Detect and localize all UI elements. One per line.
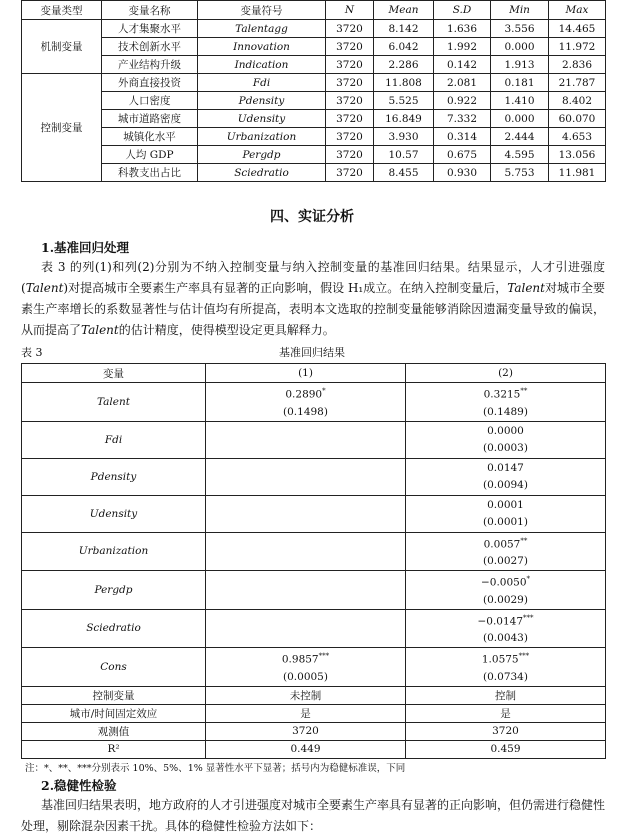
standard-error: (0.0001) (483, 515, 528, 528)
table1-row (22, 110, 606, 128)
table3-row (22, 383, 606, 422)
paragraph-text: 对城市全要素生产率增长的系数显著性与估计值均有所提高，表明本文选取的控制变量能够消除因遗漏变量导致的偏误，从而提高了 (21, 281, 605, 337)
table1-cell: 人才集聚水平 (102, 20, 198, 38)
table1-cell: 2.286 (374, 56, 434, 74)
coefficient: 1.0575*** (481, 652, 530, 666)
table3-coef-cell (206, 609, 406, 648)
table3-var-name: Pergdp (22, 571, 206, 610)
table1-cell: 0.922 (434, 92, 491, 110)
table3-row (22, 532, 606, 571)
table3-cell: 城市/时间固定效应 (22, 704, 206, 722)
table3-var-name: Udensity (22, 495, 206, 532)
significance-stars: *** (523, 613, 534, 622)
table1-cell: 4.653 (549, 128, 606, 146)
table3-cell: 观测值 (22, 722, 206, 740)
table1-header-cell: N (326, 1, 374, 20)
table1-cell: 0.000 (491, 38, 549, 56)
table3-var-name: Cons (22, 648, 206, 687)
table3-cell: 是 (406, 704, 606, 722)
table1-cell: 0.314 (434, 128, 491, 146)
table1-cell: 外商直接投资 (102, 74, 198, 92)
table3-coef-cell (406, 383, 606, 422)
table1-header-cell: 变量类型 (22, 1, 102, 20)
standard-error: (0.0734) (483, 670, 528, 683)
table3-cell: 0.449 (206, 740, 406, 758)
table1-cell: 21.787 (549, 74, 606, 92)
table1-cell: 11.981 (549, 164, 606, 182)
table1-cell: 16.849 (374, 110, 434, 128)
table3-cell: 3720 (206, 722, 406, 740)
table3-coef-cell (406, 421, 606, 458)
variable-name: Talent (81, 323, 119, 337)
coefficient: 0.0000 (487, 424, 524, 437)
table1-cell: 5.753 (491, 164, 549, 182)
table1-cell: 1.410 (491, 92, 549, 110)
table1-cell: 2.836 (549, 56, 606, 74)
table3-var-name: Urbanization (22, 532, 206, 571)
table3-coef-cell (406, 609, 606, 648)
table1-cell: 14.465 (549, 20, 606, 38)
table1-cell: 3720 (326, 92, 374, 110)
table3-cell: R² (22, 740, 206, 758)
table1-cell: 城镇化水平 (102, 128, 198, 146)
coefficient: 0.3215** (483, 387, 528, 401)
significance-stars: * (322, 387, 326, 395)
table1-cell: 1.992 (434, 38, 491, 56)
standard-error: (0.0027) (483, 555, 528, 567)
table-note: 注：*、**、***分别表示 10%、5%、1% 显著性水平下显著；括号内为稳健标准误，下同 (25, 763, 406, 774)
table1-row (22, 164, 606, 182)
table1-cell: 技术创新水平 (102, 38, 198, 56)
table3-coef-cell (206, 383, 406, 422)
table3-cell: 控制 (406, 686, 606, 704)
table1-cell: 3.556 (491, 20, 549, 38)
table1-cell: Talentagg (198, 20, 326, 38)
table1-group-cell: 控制变量 (22, 74, 102, 182)
table1-header-cell: 变量符号 (198, 1, 326, 20)
table3-coef-cell (406, 571, 606, 610)
standard-error: (0.1489) (483, 405, 528, 418)
paragraph-robustness: 基准回归结果表明，地方政府的人才引进强度对城市全要素生产率具有显著的正向影响，但仍需进行稳健性处理，剔除混杂因素干扰。具体的稳健性检验方法如下： (21, 798, 606, 833)
table1-row (22, 56, 606, 74)
table1-cell: 2.444 (491, 128, 549, 146)
table1-cell: 3720 (326, 38, 374, 56)
table1-cell: 3720 (326, 110, 374, 128)
table3-row (22, 571, 606, 610)
coefficient: −0.0147*** (477, 613, 534, 627)
table1-row (22, 146, 606, 164)
table3-title: 基准回归结果 (279, 346, 345, 359)
variable-name: Talent (507, 281, 545, 295)
table3-coef-cell (206, 458, 406, 495)
table1-cell: 8.402 (549, 92, 606, 110)
table1-header-cell: Max (549, 1, 606, 20)
table3-row (22, 495, 606, 532)
table1-header-cell: Mean (374, 1, 434, 20)
table1-cell: 3720 (326, 20, 374, 38)
table1-cell: Udensity (198, 110, 326, 128)
table3-coef-cell (206, 495, 406, 532)
table1-cell: Fdi (198, 74, 326, 92)
table1-cell: 产业结构升级 (102, 56, 198, 74)
table1-row (22, 92, 606, 110)
table1-cell: 0.142 (434, 56, 491, 74)
table1-cell: 6.042 (374, 38, 434, 56)
standard-error: (0.0043) (483, 632, 528, 644)
table1-cell: 13.056 (549, 146, 606, 164)
table3-coef-cell (206, 571, 406, 610)
variable-name: Talent (25, 281, 64, 295)
table1-cell: 4.595 (491, 146, 549, 164)
paragraph-baseline (21, 257, 605, 341)
paragraph-text: 的估计精度，使得模型设定更具解释力。 (118, 323, 335, 337)
significance-stars: *** (318, 652, 330, 660)
table3-header-cell: (1) (206, 364, 406, 383)
table3-cell: 0.459 (406, 740, 606, 758)
table3-var-name: Fdi (22, 421, 206, 458)
table1-cell: 5.525 (374, 92, 434, 110)
table3-coef-cell (206, 648, 406, 687)
table1-cell: 1.913 (491, 56, 549, 74)
table3-footer-row (22, 722, 606, 740)
table3-var-name: Talent (22, 383, 206, 422)
table1-cell: 3.930 (374, 128, 434, 146)
table1-group-cell: 机制变量 (22, 20, 102, 74)
table1-cell: 人口密度 (102, 92, 198, 110)
table1-cell: 0.675 (434, 146, 491, 164)
subsection-title-robustness: 2.稳健性检验 (41, 778, 117, 793)
table1-cell: Indication (198, 56, 326, 74)
table1-row (22, 74, 606, 92)
table1-cell: 11.972 (549, 38, 606, 56)
table3-cell: 3720 (406, 722, 606, 740)
table1-cell: Innovation (198, 38, 326, 56)
standard-error: (0.1498) (283, 405, 328, 418)
table3-footer-row (22, 686, 606, 704)
table1-cell: 0.181 (491, 74, 549, 92)
table1-cell: Pergdp (198, 146, 326, 164)
table1-row (22, 20, 606, 38)
table1-cell: 1.636 (434, 20, 491, 38)
table3-header-cell: 变量 (22, 364, 206, 383)
table3-coef-cell (206, 421, 406, 458)
table1-cell: 人均 GDP (102, 146, 198, 164)
table3-label: 表 3 (21, 346, 43, 359)
paragraph-text: 表 3 的列(1)和列(2)分别为不纳入控制变量与纳入控制变量的基准回归结果。结果显示，人才引进强度( (21, 260, 605, 295)
table1-row (22, 38, 606, 56)
table1-cell: Sciedratio (198, 164, 326, 182)
table1-cell: 0.930 (434, 164, 491, 182)
table3-coef-cell (406, 532, 606, 571)
table3-footer-row (22, 740, 606, 758)
coefficient: −0.0050* (480, 575, 531, 589)
coefficient: 0.0001 (487, 498, 524, 511)
table1-cell: 科教支出占比 (102, 164, 198, 182)
table3-footer-row (22, 704, 606, 722)
table1-cell: 3720 (326, 128, 374, 146)
table1-header-cell: S.D (434, 1, 491, 20)
table1-cell: 城市道路密度 (102, 110, 198, 128)
standard-error: (0.0094) (483, 478, 528, 491)
table3-row (22, 609, 606, 648)
table1-cell: 11.808 (374, 74, 434, 92)
standard-error: (0.0029) (483, 593, 528, 606)
table1-cell: 8.142 (374, 20, 434, 38)
table3-var-name: Sciedratio (22, 609, 206, 648)
table3-coef-cell (406, 648, 606, 687)
subsection-title-baseline: 1.基准回归处理 (41, 240, 130, 255)
table1-cell: Pdensity (198, 92, 326, 110)
table1-cell: 3720 (326, 74, 374, 92)
table1-header-cell: 变量名称 (102, 1, 198, 20)
table1-cell: 3720 (326, 146, 374, 164)
table3-row (22, 458, 606, 495)
coefficient: 0.0057** (483, 536, 528, 550)
table1-cell: 3720 (326, 164, 374, 182)
table3-coef-cell (406, 495, 606, 532)
significance-stars: ** (520, 536, 528, 545)
table3-row (22, 421, 606, 458)
coefficient: 0.9857*** (281, 652, 330, 666)
significance-stars: ** (520, 387, 528, 395)
table3-coef-cell (206, 532, 406, 571)
table3-cell: 控制变量 (22, 686, 206, 704)
standard-error: (0.0005) (283, 670, 328, 683)
table3-cell: 是 (206, 704, 406, 722)
table1-cell: 7.332 (434, 110, 491, 128)
table1-cell: 2.081 (434, 74, 491, 92)
table1-cell: 60.070 (549, 110, 606, 128)
section-title: 四、实证分析 (270, 209, 354, 225)
table1-cell: 8.455 (374, 164, 434, 182)
table1-cell: Urbanization (198, 128, 326, 146)
table3-header-cell: (2) (406, 364, 606, 383)
significance-stars: *** (518, 652, 530, 660)
coefficient: 0.2890* (285, 387, 326, 401)
paragraph-text: )对提高城市全要素生产率具有显著的正向影响，假设 H₁成立。在纳入控制变量后， (63, 281, 508, 295)
standard-error: (0.0003) (483, 441, 528, 454)
table1-row (22, 128, 606, 146)
coefficient: 0.0147 (487, 461, 524, 474)
significance-stars: * (526, 575, 531, 583)
table1-header-cell: Min (491, 1, 549, 20)
table1-cell: 0.000 (491, 110, 549, 128)
regression-results-table (21, 363, 606, 759)
summary-statistics-table (21, 0, 606, 182)
table3-row (22, 648, 606, 687)
table1-cell: 3720 (326, 56, 374, 74)
table3-coef-cell (406, 458, 606, 495)
table1-cell: 10.57 (374, 146, 434, 164)
table3-var-name: Pdensity (22, 458, 206, 495)
table3-cell: 未控制 (206, 686, 406, 704)
